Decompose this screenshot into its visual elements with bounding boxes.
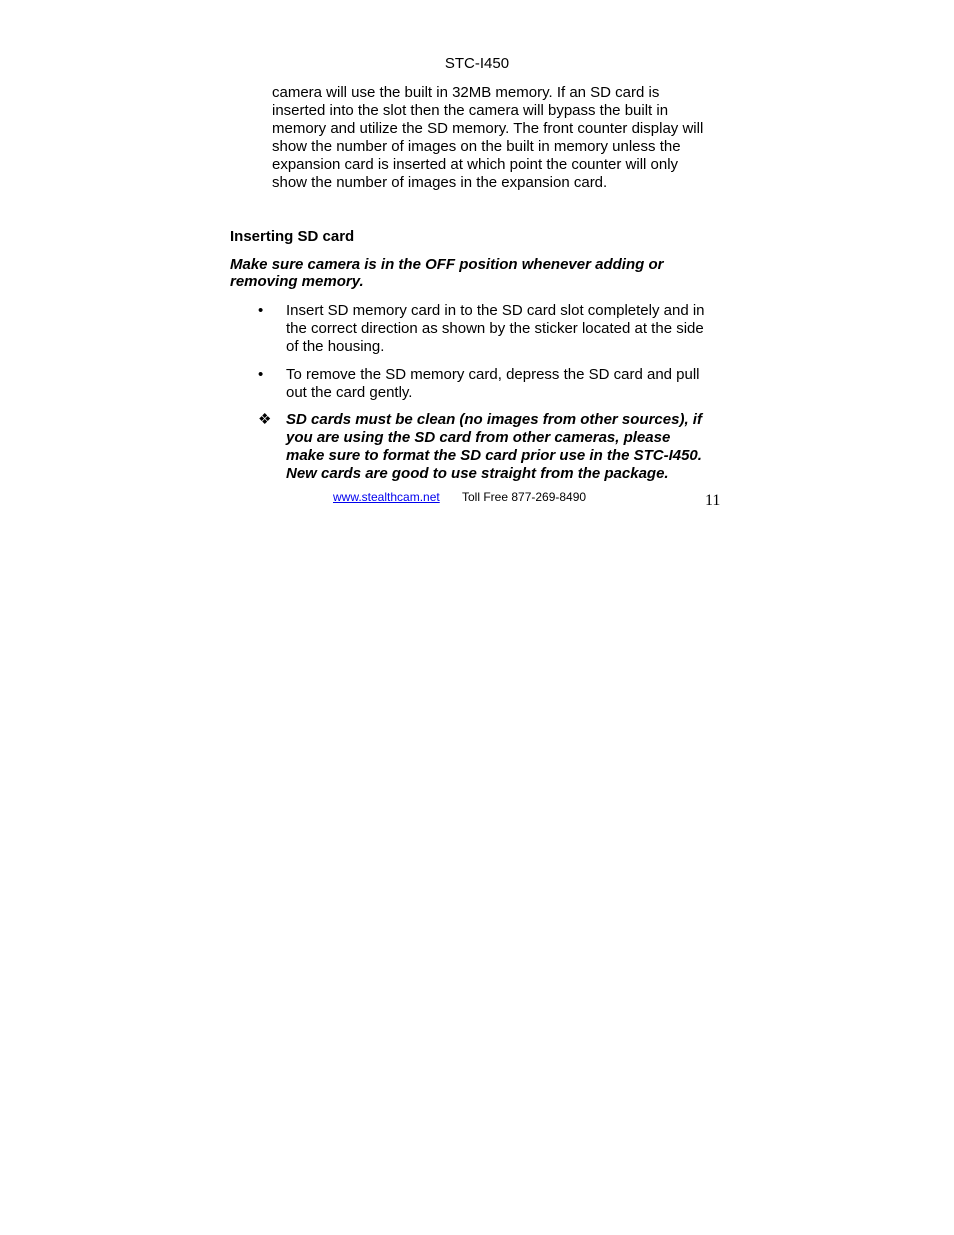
list-item-text [286,411,736,483]
list-item-line: To remove the SD memory card, depress the SD card and pull [286,366,700,383]
intro-line: memory and utilize the SD memory. The front counter display will [272,120,704,137]
list-item-line: you are using the SD card from other cameras, please [286,429,671,446]
list-item-line: Insert SD memory card in to the SD card slot completely and in [286,302,705,319]
website-link[interactable]: www.stealthcam.net [333,490,440,504]
list-item-line: the correct direction as shown by the sticker located at the side [286,320,704,337]
page-number: 11 [705,492,721,509]
list-item-text [286,366,736,402]
list-item-line: make sure to format the SD card prior use in the STC-I450. [286,447,702,464]
intro-line: expansion card is inserted at which point the counter will only [272,156,679,173]
intro-line: camera will use the built in 32MB memory. If an SD card is [272,84,660,101]
diamond-bullet-icon: ❖ [258,411,272,428]
warning-note [230,256,730,290]
toll-free-phone: Toll Free 877-269-8490 [462,490,587,504]
section-heading: Inserting SD card [230,228,355,245]
warning-line: removing memory. [230,273,364,290]
intro-line: show the number of images in the expansion card. [272,174,608,191]
bullet-icon: • [258,302,264,319]
page-header-title: STC-I450 [444,55,510,72]
list-item-text [286,302,736,356]
intro-line: inserted into the slot then the camera will bypass the built in [272,102,669,119]
warning-line: Make sure camera is in the OFF position whenever adding or [230,256,664,273]
list-item-line: New cards are good to use straight from the package. [286,465,669,482]
list-item-line: out the card gently. [286,384,413,401]
list-item-line: of the housing. [286,338,385,355]
list-item-line: SD cards must be clean (no images from other sources), if [286,411,702,428]
intro-line: show the number of images on the built in memory unless the [272,138,681,155]
bullet-icon: • [258,366,264,383]
intro-paragraph [272,84,732,192]
